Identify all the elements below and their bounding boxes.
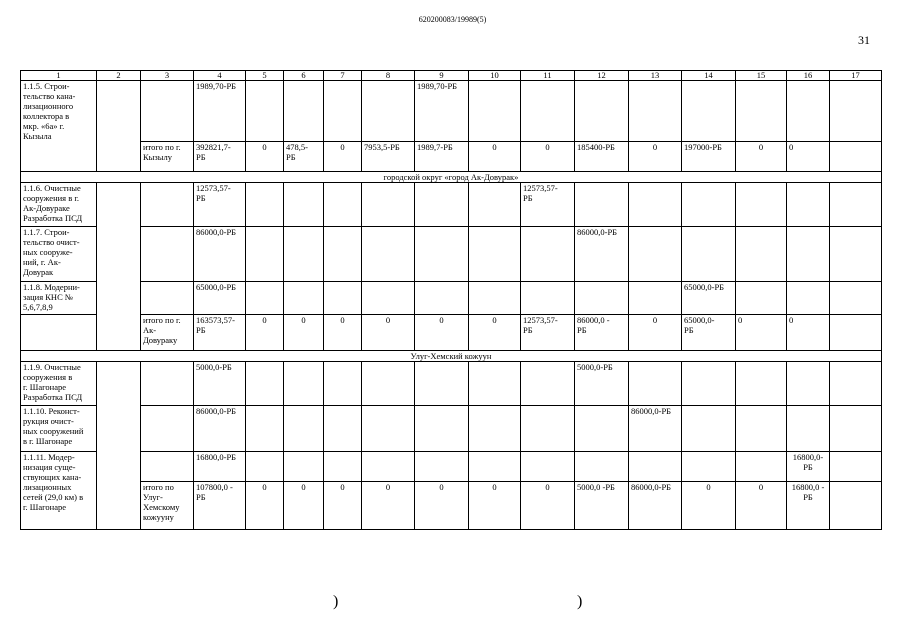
empty-cell bbox=[246, 362, 284, 406]
empty-cell bbox=[469, 227, 521, 282]
col-header: 3 bbox=[141, 71, 194, 81]
total-value: 0 bbox=[736, 315, 787, 351]
total-value: 7953,5-РБ bbox=[362, 142, 415, 172]
total-value: 0 bbox=[284, 482, 324, 530]
empty-cell bbox=[521, 282, 575, 315]
empty-cell bbox=[787, 282, 830, 315]
header-row bbox=[21, 71, 882, 81]
empty-cell bbox=[469, 282, 521, 315]
empty-cell bbox=[324, 183, 362, 227]
empty-cell bbox=[736, 406, 787, 452]
empty-cell bbox=[575, 282, 629, 315]
total-value: 163573,57- РБ bbox=[194, 315, 246, 351]
investment-table bbox=[20, 70, 882, 530]
total-value: 0 bbox=[521, 142, 575, 172]
empty-cell bbox=[362, 406, 415, 452]
total-value: 185400-РБ bbox=[575, 142, 629, 172]
total-value: 0 bbox=[362, 315, 415, 351]
table-row bbox=[21, 362, 882, 406]
table-row bbox=[21, 81, 882, 142]
empty-cell bbox=[736, 227, 787, 282]
empty-cell bbox=[97, 81, 141, 172]
empty-cell bbox=[415, 183, 469, 227]
total-value: 1989,7-РБ bbox=[415, 142, 469, 172]
empty-cell bbox=[246, 282, 284, 315]
empty-cell bbox=[141, 227, 194, 282]
empty-cell bbox=[469, 452, 521, 482]
empty-cell bbox=[362, 282, 415, 315]
empty-cell bbox=[141, 362, 194, 406]
empty-cell bbox=[736, 81, 787, 142]
empty-cell bbox=[830, 315, 882, 351]
section-header-row bbox=[21, 172, 882, 183]
empty-cell bbox=[469, 81, 521, 142]
document-code: 620200083/19989(5) bbox=[418, 15, 487, 24]
total-value: 0 bbox=[469, 315, 521, 351]
total-value: 0 bbox=[736, 142, 787, 172]
total-value: 86000,0 - РБ bbox=[575, 315, 629, 351]
total-value: 0 bbox=[246, 482, 284, 530]
empty-cell bbox=[97, 183, 141, 351]
row-name: 1.1.10. Реконст- рукция очист- ных сооружений в г. Шагонаре bbox=[21, 406, 97, 452]
empty-cell bbox=[521, 227, 575, 282]
cell-value: 65000,0-РБ bbox=[194, 282, 246, 315]
empty-cell bbox=[469, 406, 521, 452]
total-value: 478,5- РБ bbox=[284, 142, 324, 172]
empty-cell bbox=[830, 183, 882, 227]
empty-cell bbox=[629, 452, 682, 482]
total-value: 0 bbox=[469, 482, 521, 530]
total-value: 86000,0-РБ bbox=[629, 482, 682, 530]
col-header: 6 bbox=[284, 71, 324, 81]
empty-cell bbox=[246, 227, 284, 282]
empty-cell bbox=[362, 183, 415, 227]
total-value: 16800,0 - РБ bbox=[787, 482, 830, 530]
table-row bbox=[21, 282, 882, 315]
empty-cell bbox=[362, 81, 415, 142]
empty-cell bbox=[736, 362, 787, 406]
empty-cell bbox=[736, 452, 787, 482]
row-name: 1.1.5. Строи- тельство кана- лизационного коллектора в мкр. «6а» г. Кызыла bbox=[21, 81, 97, 172]
section-title: Улуг-Хемский кожуун bbox=[21, 351, 882, 362]
total-value: 0 bbox=[284, 315, 324, 351]
col-header: 4 bbox=[194, 71, 246, 81]
total-value: 0 bbox=[324, 315, 362, 351]
total-label: итого по г. Ак- Довураку bbox=[141, 315, 194, 351]
empty-cell bbox=[246, 183, 284, 227]
empty-cell bbox=[521, 406, 575, 452]
empty-cell bbox=[830, 482, 882, 530]
total-value: 107800,0 - РБ bbox=[194, 482, 246, 530]
empty-cell bbox=[324, 452, 362, 482]
section-title: городской округ «город Ак-Довурак» bbox=[21, 172, 882, 183]
empty-cell bbox=[830, 142, 882, 172]
table-row bbox=[21, 406, 882, 452]
cell-value: 12573,57- РБ bbox=[194, 183, 246, 227]
col-header: 15 bbox=[736, 71, 787, 81]
empty-cell bbox=[284, 362, 324, 406]
empty-cell bbox=[324, 282, 362, 315]
cell-value: 86000,0-РБ bbox=[629, 406, 682, 452]
total-value: 0 bbox=[324, 142, 362, 172]
empty-cell bbox=[787, 227, 830, 282]
total-value: 0 bbox=[787, 142, 830, 172]
empty-cell bbox=[521, 81, 575, 142]
empty-cell bbox=[141, 282, 194, 315]
total-value: 12573,57- РБ bbox=[521, 315, 575, 351]
empty-cell bbox=[141, 452, 194, 482]
empty-cell bbox=[246, 81, 284, 142]
empty-cell bbox=[362, 227, 415, 282]
cell-value: 1989,70-РБ bbox=[194, 81, 246, 142]
empty-cell bbox=[830, 282, 882, 315]
empty-cell bbox=[830, 452, 882, 482]
col-header: 7 bbox=[324, 71, 362, 81]
total-value: 0 bbox=[246, 142, 284, 172]
total-label: итого по г. Кызылу bbox=[141, 142, 194, 172]
total-label: итого по Улуг- Хемскому кожууну bbox=[141, 482, 194, 530]
col-header: 9 bbox=[415, 71, 469, 81]
empty-cell bbox=[736, 282, 787, 315]
total-value: 0 bbox=[629, 142, 682, 172]
empty-cell bbox=[787, 81, 830, 142]
cell-value: 5000,0-РБ bbox=[194, 362, 246, 406]
empty-cell bbox=[284, 183, 324, 227]
cell-value: 16800,0- РБ bbox=[787, 452, 830, 482]
row-name: 1.1.8. Модерни- зация КНС № 5,6,7,8,9 bbox=[21, 282, 97, 315]
total-row bbox=[21, 315, 882, 351]
empty-cell bbox=[469, 183, 521, 227]
total-value: 0 bbox=[629, 315, 682, 351]
total-value: 5000,0 -РБ bbox=[575, 482, 629, 530]
col-header: 17 bbox=[830, 71, 882, 81]
table-row bbox=[21, 452, 882, 482]
empty-cell bbox=[682, 452, 736, 482]
col-header: 2 bbox=[97, 71, 141, 81]
empty-cell bbox=[629, 362, 682, 406]
empty-cell bbox=[469, 362, 521, 406]
row-name: 1.1.11. Модер- низация суще- ствующих кана- лизационных сетей (29,0 км) в г. Шагонаре bbox=[21, 452, 97, 530]
empty-cell bbox=[830, 406, 882, 452]
total-value: 0 bbox=[787, 315, 830, 351]
empty-cell bbox=[415, 227, 469, 282]
row-name: 1.1.6. Очистные сооружения в г. Ак-Довураке Разработка ПСД bbox=[21, 183, 97, 227]
col-header: 13 bbox=[629, 71, 682, 81]
empty-cell bbox=[521, 362, 575, 406]
cell-value: 86000,0-РБ bbox=[194, 227, 246, 282]
empty-cell bbox=[787, 183, 830, 227]
cell-value: 86000,0-РБ bbox=[575, 227, 629, 282]
empty-cell bbox=[246, 406, 284, 452]
empty-cell bbox=[830, 81, 882, 142]
empty-cell bbox=[629, 81, 682, 142]
empty-cell bbox=[575, 81, 629, 142]
empty-cell bbox=[415, 452, 469, 482]
empty-cell bbox=[362, 452, 415, 482]
empty-cell bbox=[629, 282, 682, 315]
total-value: 0 bbox=[415, 482, 469, 530]
total-row bbox=[21, 142, 882, 172]
empty-cell bbox=[284, 81, 324, 142]
table-row bbox=[21, 227, 882, 282]
col-header: 11 bbox=[521, 71, 575, 81]
empty-cell bbox=[284, 452, 324, 482]
empty-cell bbox=[284, 282, 324, 315]
total-value: 0 bbox=[362, 482, 415, 530]
empty-cell bbox=[682, 362, 736, 406]
total-value: 0 bbox=[415, 315, 469, 351]
empty-cell bbox=[141, 406, 194, 452]
empty-cell bbox=[787, 362, 830, 406]
empty-cell bbox=[141, 81, 194, 142]
col-header: 16 bbox=[787, 71, 830, 81]
total-value: 65000,0- РБ bbox=[682, 315, 736, 351]
empty-cell bbox=[787, 406, 830, 452]
total-value: 197000-РБ bbox=[682, 142, 736, 172]
empty-cell bbox=[682, 406, 736, 452]
total-value: 392821,7- РБ bbox=[194, 142, 246, 172]
total-value: 0 bbox=[324, 482, 362, 530]
empty-cell bbox=[830, 227, 882, 282]
empty-cell bbox=[324, 81, 362, 142]
empty-cell bbox=[284, 406, 324, 452]
total-value: 0 bbox=[682, 482, 736, 530]
total-value: 0 bbox=[246, 315, 284, 351]
empty-cell bbox=[575, 406, 629, 452]
empty-cell bbox=[324, 227, 362, 282]
empty-cell bbox=[362, 362, 415, 406]
cell-value: 65000,0-РБ bbox=[682, 282, 736, 315]
col-header: 1 bbox=[21, 71, 97, 81]
margin-mark: ) bbox=[333, 593, 339, 610]
cell-value: 5000,0-РБ bbox=[575, 362, 629, 406]
col-header: 12 bbox=[575, 71, 629, 81]
total-value: 0 bbox=[469, 142, 521, 172]
empty-cell bbox=[324, 406, 362, 452]
page-number: 31 bbox=[858, 33, 870, 47]
total-row bbox=[21, 482, 882, 530]
cell-value: 12573,57- РБ bbox=[521, 183, 575, 227]
col-header: 10 bbox=[469, 71, 521, 81]
empty-cell bbox=[682, 227, 736, 282]
empty-cell bbox=[21, 315, 97, 351]
empty-cell bbox=[141, 183, 194, 227]
empty-cell bbox=[415, 282, 469, 315]
empty-cell bbox=[246, 452, 284, 482]
empty-cell bbox=[736, 183, 787, 227]
empty-cell bbox=[629, 183, 682, 227]
row-name: 1.1.9. Очистные сооружения в г. Шагонаре Разработка ПСД bbox=[21, 362, 97, 406]
empty-cell bbox=[97, 362, 141, 530]
empty-cell bbox=[284, 227, 324, 282]
col-header: 8 bbox=[362, 71, 415, 81]
empty-cell bbox=[521, 452, 575, 482]
empty-cell bbox=[575, 183, 629, 227]
total-value: 0 bbox=[736, 482, 787, 530]
margin-mark: ) bbox=[577, 593, 583, 610]
empty-cell bbox=[415, 362, 469, 406]
table-row bbox=[21, 183, 882, 227]
empty-cell bbox=[415, 406, 469, 452]
empty-cell bbox=[575, 452, 629, 482]
row-name: 1.1.7. Строи- тельство очист- ных сооруже- ний, г. Ак- Довурак bbox=[21, 227, 97, 282]
empty-cell bbox=[629, 227, 682, 282]
col-header: 5 bbox=[246, 71, 284, 81]
empty-cell bbox=[324, 362, 362, 406]
total-value: 0 bbox=[521, 482, 575, 530]
empty-cell bbox=[682, 81, 736, 142]
cell-value: 86000,0-РБ bbox=[194, 406, 246, 452]
empty-cell bbox=[682, 183, 736, 227]
empty-cell bbox=[830, 362, 882, 406]
section-header-row bbox=[21, 351, 882, 362]
cell-value: 1989,70-РБ bbox=[415, 81, 469, 142]
col-header: 14 bbox=[682, 71, 736, 81]
cell-value: 16800,0-РБ bbox=[194, 452, 246, 482]
